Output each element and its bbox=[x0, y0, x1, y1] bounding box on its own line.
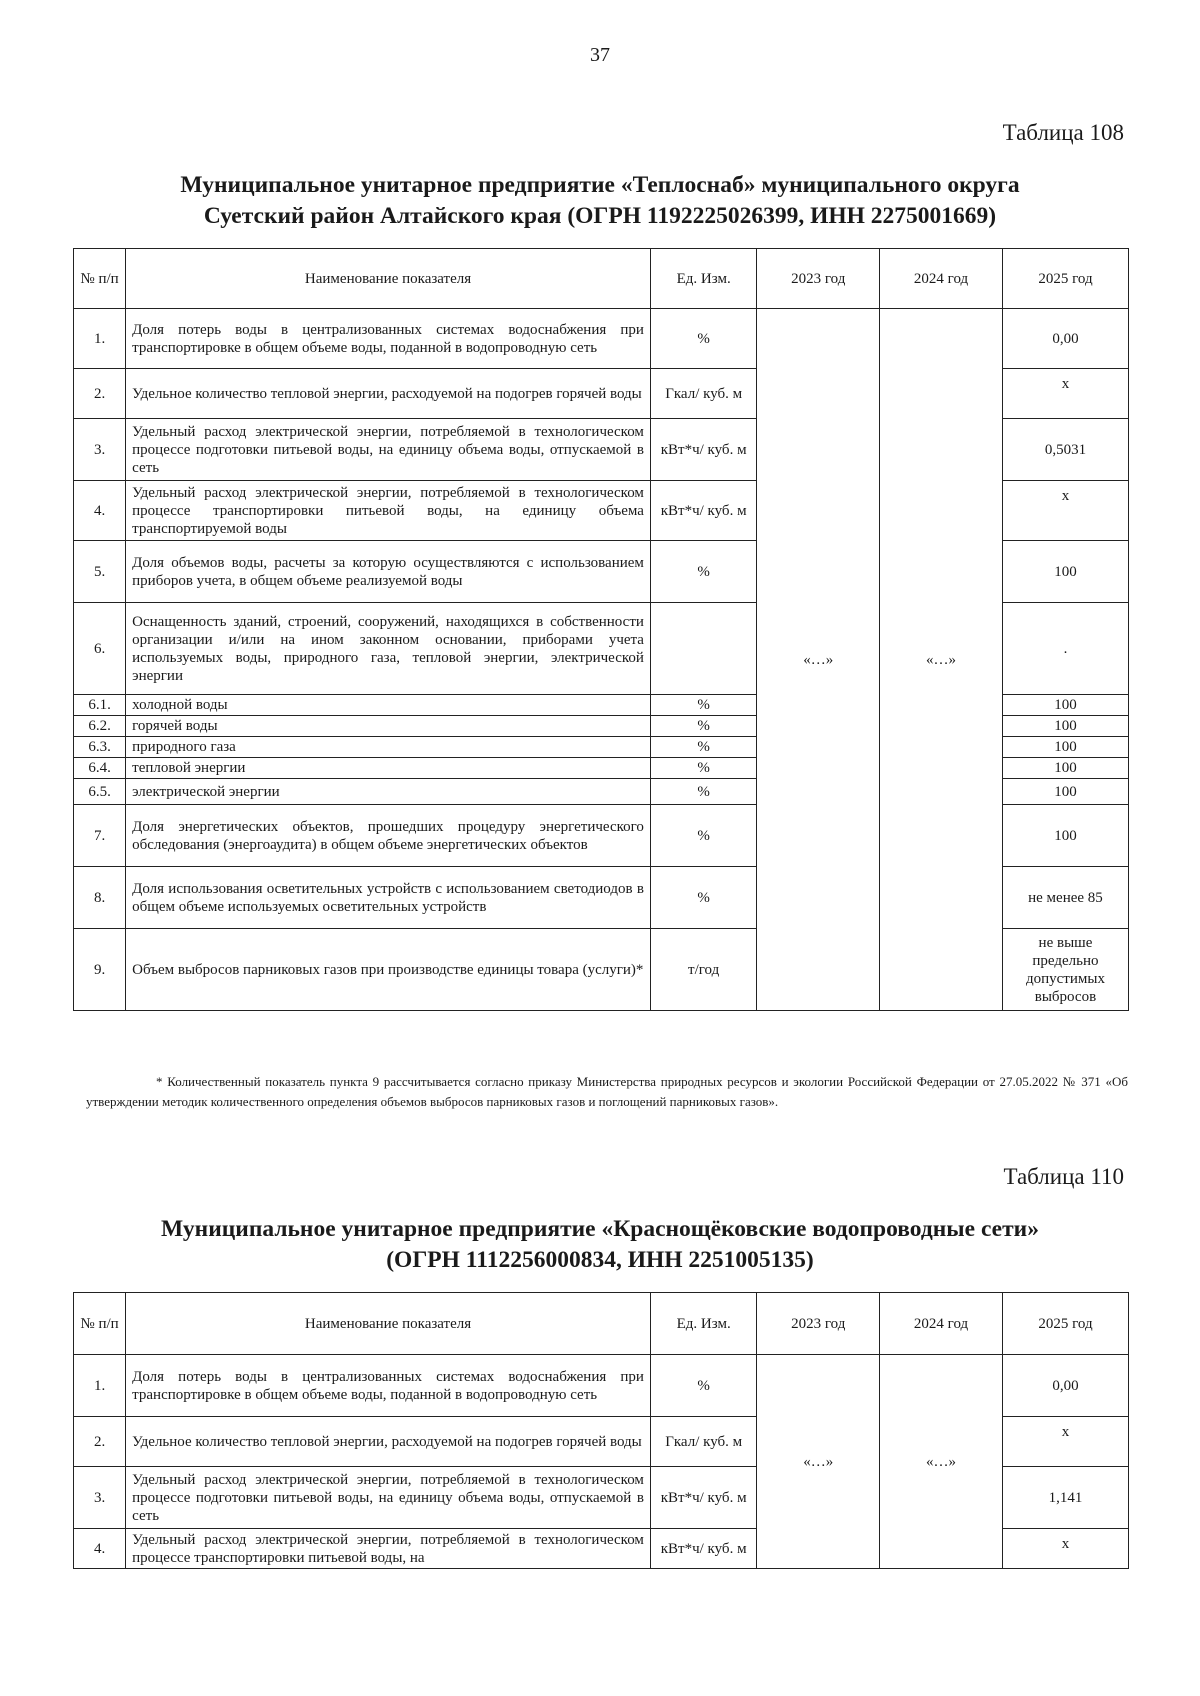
row-2025-value: 100 bbox=[1002, 805, 1128, 867]
table-108-title-line2: Суетский район Алтайского края (ОГРН 1192225026399, ИНН 2275001669) bbox=[203, 203, 997, 229]
row-num: 9. bbox=[74, 929, 126, 1011]
row-unit: кВт*ч/ куб. м bbox=[650, 481, 756, 541]
table-110-2024-value: «…» bbox=[880, 1355, 1003, 1569]
row-num: 6.1. bbox=[74, 695, 126, 716]
table-110-title bbox=[72, 1214, 1128, 1276]
row-2025-value: 100 bbox=[1002, 758, 1128, 779]
table-row bbox=[74, 1355, 1129, 1417]
row-2025-value: х bbox=[1002, 1529, 1128, 1569]
page-number: 37 bbox=[590, 44, 610, 66]
table-108-label: Таблица 108 bbox=[1002, 120, 1124, 145]
row-unit: т/год bbox=[650, 929, 756, 1011]
row-name: горячей воды bbox=[126, 716, 651, 737]
row-2025-value: 100 bbox=[1002, 695, 1128, 716]
row-2025-value: 1,141 bbox=[1002, 1467, 1128, 1529]
row-num: 6.4. bbox=[74, 758, 126, 779]
table-110-header-row bbox=[74, 1293, 1129, 1355]
table-110-title-line2: (ОГРН 1112256000834, ИНН 2251005135) bbox=[386, 1247, 814, 1273]
table-108-title bbox=[72, 170, 1128, 232]
row-name: природного газа bbox=[126, 737, 651, 758]
row-2025-value: 100 bbox=[1002, 779, 1128, 805]
table-108-footnote: * Количественный показатель пункта 9 рассчитывается согласно приказу Министерства природных ресурсов и экологии Российской Федерации от 27.05.2022 № 371 «Об утверждении методик количественного определения объемов выбросов парниковых газов и поглощений парниковых газов». bbox=[86, 1074, 1128, 1110]
row-2025-value: . bbox=[1002, 603, 1128, 695]
row-name: Доля энергетических объектов, прошедших процедуру энергетического обследования (энергоаудита) в общем объеме энергетических объектов bbox=[126, 805, 651, 867]
row-num: 2. bbox=[74, 1417, 126, 1467]
row-num: 6.3. bbox=[74, 737, 126, 758]
row-2025-value: 0,00 bbox=[1002, 1355, 1128, 1417]
row-num: 3. bbox=[74, 1467, 126, 1529]
header-name: Наименование показателя bbox=[126, 1293, 651, 1355]
row-2025-value: 0,00 bbox=[1002, 309, 1128, 369]
row-unit: % bbox=[650, 867, 756, 929]
header-2023: 2023 год bbox=[757, 1293, 880, 1355]
row-num: 5. bbox=[74, 541, 126, 603]
row-unit: % bbox=[650, 779, 756, 805]
row-name: Удельное количество тепловой энергии, расходуемой на подогрев горячей воды bbox=[126, 1417, 651, 1467]
row-name: Оснащенность зданий, строений, сооружений, находящихся в собственности организации и/или на ином законном основании, приборами учета используемых воды, природного газа, тепловой энергии, электрической энергии bbox=[126, 603, 651, 695]
row-2025-value: 100 bbox=[1002, 716, 1128, 737]
row-unit: Гкал/ куб. м bbox=[650, 1417, 756, 1467]
row-unit: % bbox=[650, 309, 756, 369]
row-2025-value: 100 bbox=[1002, 737, 1128, 758]
row-2025-value: 100 bbox=[1002, 541, 1128, 603]
header-name: Наименование показателя bbox=[126, 249, 651, 309]
table-110-2023-value: «…» bbox=[757, 1355, 880, 1569]
row-num: 6.2. bbox=[74, 716, 126, 737]
row-name: Доля потерь воды в централизованных системах водоснабжения при транспортировке в общем объеме воды, поданной в водопроводную сеть bbox=[126, 1355, 651, 1417]
row-num: 2. bbox=[74, 369, 126, 419]
row-2025-value: 0,5031 bbox=[1002, 419, 1128, 481]
row-name: тепловой энергии bbox=[126, 758, 651, 779]
row-unit bbox=[650, 603, 756, 695]
row-name: Удельный расход электрической энергии, потребляемой в технологическом процессе подготовки питьевой воды, на единицу объема воды, отпускаемой в сеть bbox=[126, 419, 651, 481]
table-110-label: Таблица 110 bbox=[1003, 1164, 1124, 1189]
row-unit: % bbox=[650, 805, 756, 867]
row-unit: % bbox=[650, 716, 756, 737]
row-unit: кВт*ч/ куб. м bbox=[650, 419, 756, 481]
row-unit: кВт*ч/ куб. м bbox=[650, 1529, 756, 1569]
row-unit: % bbox=[650, 541, 756, 603]
row-unit: % bbox=[650, 737, 756, 758]
table-108-2024-value: «…» bbox=[880, 309, 1003, 1011]
row-num: 6. bbox=[74, 603, 126, 695]
row-name: Доля использования осветительных устройств с использованием светодиодов в общем объеме используемых осветительных устройств bbox=[126, 867, 651, 929]
row-num: 6.5. bbox=[74, 779, 126, 805]
table-108-header-row bbox=[74, 249, 1129, 309]
table-110 bbox=[73, 1292, 1129, 1569]
table-108-2023-value: «…» bbox=[757, 309, 880, 1011]
row-2025-value: х bbox=[1002, 369, 1128, 419]
table-108 bbox=[73, 248, 1129, 1011]
row-name: Доля объемов воды, расчеты за которую осуществляются с использованием приборов учета, в общем объеме реализуемой воды bbox=[126, 541, 651, 603]
row-num: 3. bbox=[74, 419, 126, 481]
row-name: Объем выбросов парниковых газов при производстве единицы товара (услуги)* bbox=[126, 929, 651, 1011]
row-2025-value: х bbox=[1002, 1417, 1128, 1467]
row-num: 4. bbox=[74, 481, 126, 541]
table-row bbox=[74, 309, 1129, 369]
row-unit: % bbox=[650, 1355, 756, 1417]
table-108-title-line1: Муниципальное унитарное предприятие «Теплоснаб» муниципального округа bbox=[180, 172, 1020, 198]
header-2024: 2024 год bbox=[880, 1293, 1003, 1355]
header-2025: 2025 год bbox=[1002, 1293, 1128, 1355]
row-num: 7. bbox=[74, 805, 126, 867]
row-2025-value: не выше предельно допустимых выбросов bbox=[1002, 929, 1128, 1011]
row-name: Доля потерь воды в централизованных системах водоснабжения при транспортировке в общем объеме воды, поданной в водопроводную сеть bbox=[126, 309, 651, 369]
row-name: холодной воды bbox=[126, 695, 651, 716]
header-2025: 2025 год bbox=[1002, 249, 1128, 309]
row-num: 1. bbox=[74, 1355, 126, 1417]
header-unit: Ед. Изм. bbox=[650, 1293, 756, 1355]
header-unit: Ед. Изм. bbox=[650, 249, 756, 309]
header-num: № п/п bbox=[74, 249, 126, 309]
row-unit: кВт*ч/ куб. м bbox=[650, 1467, 756, 1529]
row-unit: % bbox=[650, 758, 756, 779]
row-name: Удельный расход электрической энергии, потребляемой в технологическом процессе подготовки питьевой воды, на единицу объема воды, отпускаемой в сеть bbox=[126, 1467, 651, 1529]
row-unit: % bbox=[650, 695, 756, 716]
header-2023: 2023 год bbox=[757, 249, 880, 309]
table-110-title-line1: Муниципальное унитарное предприятие «Краснощёковские водопроводные сети» bbox=[161, 1216, 1039, 1242]
row-2025-value: не менее 85 bbox=[1002, 867, 1128, 929]
header-num: № п/п bbox=[74, 1293, 126, 1355]
row-name: Удельный расход электрической энергии, потребляемой в технологическом процессе транспортировки питьевой воды, на bbox=[126, 1529, 651, 1569]
row-num: 4. bbox=[74, 1529, 126, 1569]
header-2024: 2024 год bbox=[880, 249, 1003, 309]
row-name: электрической энергии bbox=[126, 779, 651, 805]
row-2025-value: х bbox=[1002, 481, 1128, 541]
row-num: 1. bbox=[74, 309, 126, 369]
row-name: Удельный расход электрической энергии, потребляемой в технологическом процессе транспортировки питьевой воды, на единицу объема транспортируемой воды bbox=[126, 481, 651, 541]
row-num: 8. bbox=[74, 867, 126, 929]
row-name: Удельное количество тепловой энергии, расходуемой на подогрев горячей воды bbox=[126, 369, 651, 419]
row-unit: Гкал/ куб. м bbox=[650, 369, 756, 419]
